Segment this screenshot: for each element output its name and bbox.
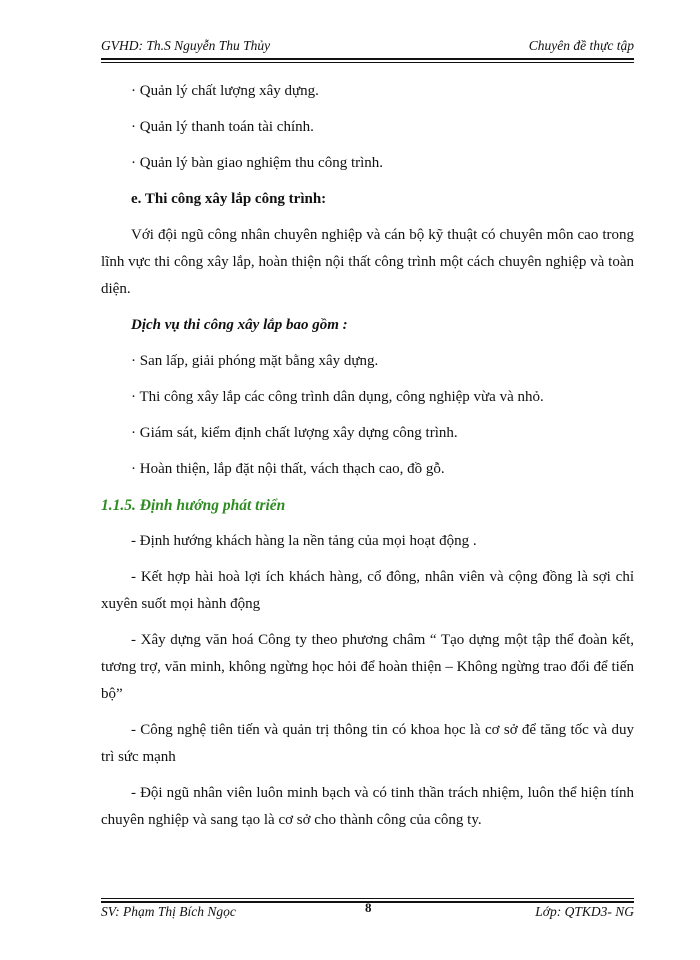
bullet-item: · San lấp, giải phóng mặt bằng xây dựng. bbox=[131, 353, 379, 369]
bullet-item: · Hoàn thiện, lắp đặt nội thất, vách thạch cao, đồ gỗ. bbox=[131, 461, 445, 477]
bullet-item: · Giám sát, kiểm định chất lượng xây dựng công trình. bbox=[131, 425, 458, 441]
bullet-item: · Quản lý bàn giao nghiệm thu công trình. bbox=[131, 155, 384, 171]
dash-item: - Xây dựng văn hoá Công ty theo phương châm “ Tạo dựng một tập thể đoàn kết, tương trợ, văn minh, không ngừng học hỏi để hoàn thiện – Không ngừng trao đổi để tiến bộ” bbox=[101, 632, 634, 702]
bullet-item: · Thi công xây lắp các công trình dân dụng, công nghiệp vừa và nhỏ. bbox=[131, 389, 544, 405]
services-subheading: Dịch vụ thi công xây lắp bao gồm : bbox=[131, 317, 348, 333]
paragraph-construction: Với đội ngũ công nhân chuyên nghiệp và cán bộ kỹ thuật có chuyên môn cao trong lĩnh vực thi công xây lắp, hoàn thiện nội thất công trình một cách chuyên nghiệp và toàn diện. bbox=[101, 227, 634, 297]
dash-item: - Định hướng khách hàng la nền tảng của mọi hoạt động . bbox=[131, 533, 477, 549]
header-doc-type: Chuyên đề thực tập bbox=[528, 38, 634, 53]
page-number: 8 bbox=[365, 900, 372, 915]
dash-item: - Kết hợp hài hoà lợi ích khách hàng, cổ đông, nhân viên và cộng đồng là sợi chỉ xuyên suốt mọi hành động bbox=[101, 569, 634, 612]
bullet-item: · Quản lý chất lượng xây dựng. bbox=[131, 83, 319, 99]
page-body bbox=[101, 78, 634, 843]
bullet-item: · Quản lý thanh toán tài chính. bbox=[131, 119, 314, 135]
header-rule-thick bbox=[101, 58, 634, 60]
header-supervisor: GVHD: Th.S Nguyễn Thu Thủy bbox=[101, 38, 271, 53]
footer-class: Lớp: QTKD3- NG bbox=[535, 904, 634, 919]
footer-student: SV: Phạm Thị Bích Ngọc bbox=[101, 904, 236, 919]
dash-item: - Công nghệ tiên tiến và quản trị thông tin có khoa học là cơ sở để tăng tốc và duy trì sức mạnh bbox=[101, 722, 634, 765]
footer-rule-thin bbox=[101, 898, 634, 899]
section-title: 1.1.5. Định hướng phát triển bbox=[101, 497, 286, 514]
dash-item: - Đội ngũ nhân viên luôn minh bạch và có tinh thần trách nhiệm, luôn thể hiện tính chuyên nghiệp và sang tạo là cơ sở cho thành công của công ty. bbox=[101, 785, 634, 828]
subsection-heading-e: e. Thi công xây lắp công trình: bbox=[131, 191, 327, 207]
header-rule-thin bbox=[101, 62, 634, 63]
